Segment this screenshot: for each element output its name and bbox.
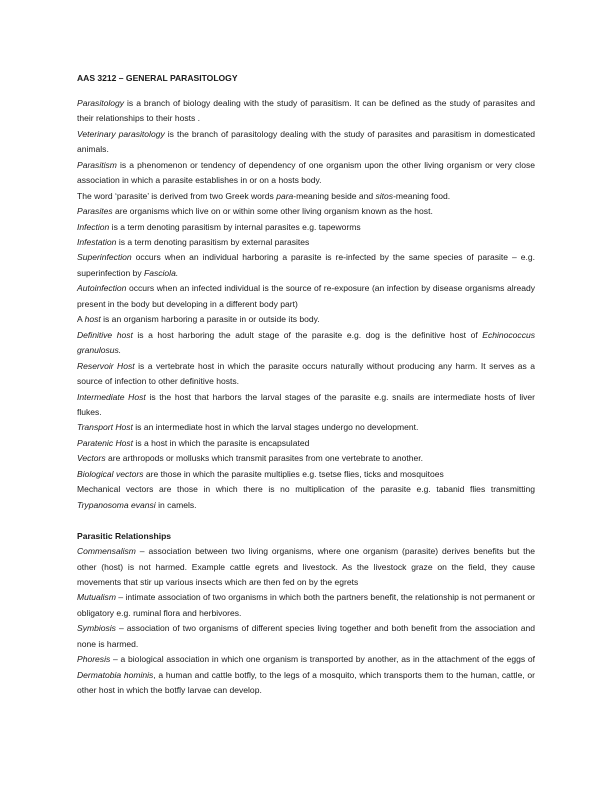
definition-paragraph — [77, 359, 535, 390]
italic-term: Biological vectors — [77, 468, 144, 479]
text-run: Mechanical vectors are those in which there is no multiplication of the parasite e.g. tabanid flies transmitting — [77, 484, 535, 495]
definition-paragraph — [77, 420, 535, 435]
text-run: occurs when an individual harboring a parasite is re-infected by the same species of parasite – e.g. superinfection by — [77, 252, 535, 278]
definition-paragraph — [77, 312, 535, 327]
definition-paragraph — [77, 204, 535, 219]
text-run: – association between two living organisms, where one organism (parasite) derives benefits but the other (host) is not harmed. Example cattle egrets and livestock. As the livestock graze on the field, they cause movements that stir up various insects which are then fed on by the egrets — [77, 546, 535, 587]
definition-paragraph — [77, 250, 535, 281]
italic-term: Parasitology — [77, 97, 125, 108]
italic-term: Definitive host — [77, 329, 133, 340]
italic-term: Dermatobia hominis — [77, 669, 154, 680]
italic-term: Reservoir Host — [77, 360, 135, 371]
text-run: The word ‘parasite’ is derived from two Greek words — [77, 190, 277, 201]
definition-paragraph — [77, 482, 535, 513]
text-run: is a term denoting parasitism by external parasites — [116, 237, 310, 248]
italic-term: Paratenic Host — [77, 437, 134, 448]
document-page — [77, 71, 535, 699]
italic-term: Veterinary parasitology — [77, 128, 165, 139]
relationship-paragraph — [77, 590, 535, 621]
definition-paragraph — [77, 235, 535, 250]
relationships-section — [77, 544, 535, 699]
italic-term: Infection — [77, 221, 110, 232]
text-run: is an organism harboring a parasite in or outside its body. — [100, 314, 320, 325]
text-run: is a phenomenon or tendency of dependency of one organism upon the other living organism or very close association in which a parasite establishes in or on a hosts body. — [77, 159, 535, 186]
definition-paragraph — [77, 189, 535, 204]
definition-paragraph — [77, 467, 535, 482]
italic-term: Transport Host — [77, 422, 133, 433]
italic-term: Mutualism — [77, 592, 116, 603]
text-run: is an intermediate host in which the larval stages undergo no development. — [132, 422, 419, 433]
text-run: are those in which the parasite multiplies e.g. tsetse flies, ticks and mosquitoes — [143, 468, 444, 479]
definition-paragraph — [77, 96, 535, 127]
italic-term: Phoresis — [77, 654, 111, 665]
italic-term: Echinococcus granulosus. — [77, 329, 535, 356]
text-run: – association of two organisms of different species living together and both benefit from the association and none is harmed. — [77, 623, 535, 649]
text-run: in camels. — [155, 499, 197, 510]
italic-term: Symbiosis — [77, 623, 116, 634]
document-title: AAS 3212 – GENERAL PARASITOLOGY — [77, 73, 238, 83]
relationship-paragraph — [77, 621, 535, 652]
definition-paragraph — [77, 436, 535, 451]
definition-paragraph — [77, 158, 535, 189]
text-run: is a host harboring the adult stage of the parasite e.g. dog is the definitive host of — [132, 329, 483, 340]
italic-term: Commensalism — [77, 546, 136, 557]
text-run: is a branch of biology dealing with the study of parasitism. It can be defined as the study of parasites and their relationships to their hosts . — [77, 97, 535, 124]
definition-paragraph — [77, 328, 535, 359]
italic-term: Superinfection — [77, 252, 132, 263]
text-run: -meaning beside and — [293, 190, 376, 201]
definition-paragraph — [77, 390, 535, 421]
relationship-paragraph — [77, 544, 535, 590]
text-run: are organisms which live on or within some other living organism known as the host. — [112, 206, 433, 217]
italic-term: sitos — [375, 190, 394, 201]
text-run: -meaning food. — [393, 190, 451, 201]
italic-term: Fasciola. — [144, 267, 179, 278]
italic-term: Intermediate Host — [77, 391, 146, 402]
definition-paragraph — [77, 127, 535, 158]
italic-term: Trypanosoma evansi — [77, 499, 156, 510]
text-run: is a term denoting parasitism by internal parasites e.g. tapeworms — [109, 221, 361, 232]
text-run: occurs when an infected individual is the source of re-exposure (an infection by disease organisms already present in the body but developing in a different body part) — [77, 283, 535, 309]
text-run: is the host that harbors the larval stages of the parasite e.g. snails are intermediate hosts of liver flukes. — [77, 391, 535, 418]
italic-term: host — [84, 314, 101, 325]
text-run: are arthropods or mollusks which transmit parasites from one vertebrate to another. — [105, 453, 424, 464]
section-heading-parasitic-relationships: Parasitic Relationships — [77, 530, 172, 541]
text-run: – intimate association of two organisms in which both the partners benefit, the relationship is not permanent or obligatory e.g. ruminal flora and herbivores. — [77, 592, 535, 618]
text-run: is a host in which the parasite is encapsulated — [133, 437, 310, 448]
text-run: , a human and cattle botfly, to the legs of a mosquito, which transports them to the human, cattle, or other host in which the botfly larvae can develop. — [77, 669, 535, 696]
text-run: A — [77, 314, 85, 325]
italic-term: Autoinfection — [77, 283, 127, 294]
italic-term: Vectors — [77, 453, 106, 464]
italic-term: Parasitism — [77, 159, 117, 170]
italic-term: Parasites — [77, 206, 113, 217]
definition-paragraph — [77, 281, 535, 312]
definition-paragraph — [77, 451, 535, 466]
definition-paragraph — [77, 220, 535, 235]
relationship-paragraph — [77, 652, 535, 698]
text-run: – a biological association in which one organism is transported by another, as in the attachment of the eggs of — [110, 654, 535, 665]
text-run: is the branch of parasitology dealing with the study of parasites and parasitism in domesticated animals. — [77, 128, 535, 155]
text-run: is a vertebrate host in which the parasite occurs naturally without producing any harm. It serves as a source of infection to other definitive hosts. — [77, 360, 535, 387]
italic-term: para — [276, 190, 294, 201]
definitions-section — [77, 96, 535, 513]
italic-term: Infestation — [77, 237, 117, 248]
